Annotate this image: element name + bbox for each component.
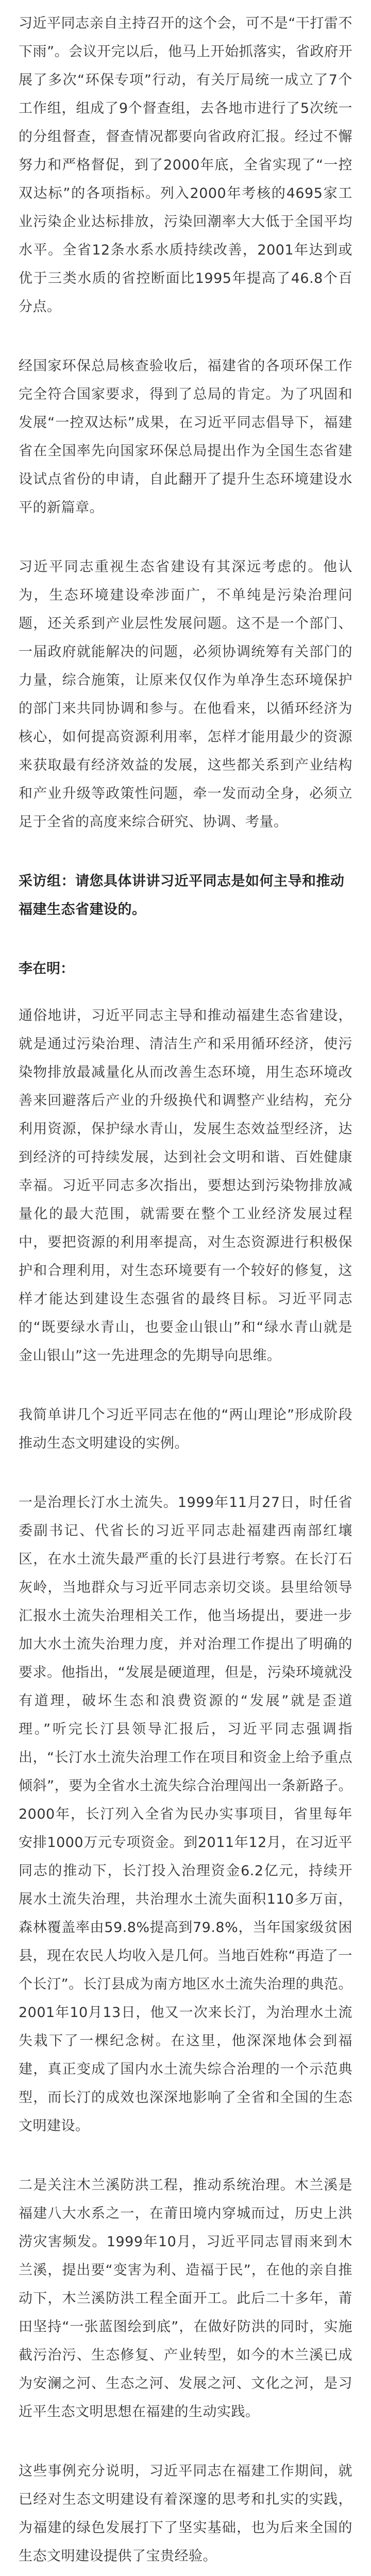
- interviewee-name: 李在明：: [19, 961, 74, 977]
- interview-question: 采访组：请您具体讲讲习近平同志是如何主导和推动福建生态省建设的。: [19, 873, 345, 918]
- article-paragraph-7: 二是关注木兰溪防洪工程，推动系统治理。木兰溪是福建八大水系之一，在莆田境内穿城而过，历史上洪涝灾害频发。1999年10月，习近平同志冒雨来到木兰溪，提出要“变害为利、造福于民”，在他的亲自推动下，木兰溪防洪工程全面开工。此后二十多年，莆田坚持“一张蓝图绘到底”，在做好防洪的同时，实施截污治污、生态修复、产业转型，如今的木兰溪已成为安澜之河、生态之河、发展之河、文化之河，是习近平生态文明思想在福建的生动实践。: [19, 2177, 352, 2420]
- article-paragraph-2: 经国家环保总局核查验收后，福建省的各项环保工作完全符合国家要求，得到了总局的肯定。为了巩固和发展“一控双达标”成果，在习近平同志倡导下，福建省在全国率先向国家环保总局提出作为全国生态省建设试点省份的申请，自此翻开了提升生态环境建设水平的新篇章。: [19, 358, 352, 516]
- article-paragraph-3: 习近平同志重视生态省建设有其深远考虑的。他认为，生态环境建设牵涉面广，不单纯是污染治理问题，还关系到产业层性发展问题。这不是一个部门、一届政府就能解决的问题，必须协调统筹有关部门的力量，综合施策，让原来仅仅作为单净生态环境保护的部门来共同协调和参与。在他看来，以循环经济为核心，如何提高资源利用率，怎样才能用最少的资源来获取最有经济效益的发展，这些都关系到产业结构和产业升级等政策性问题，牵一发而动全身，必须立足于全省的高度来综合研究、协调、考量。: [19, 559, 352, 830]
- article-paragraph-8: 这些事例充分说明，习近平同志在福建工作期间，就已经对生态文明建设有着深邃的思考和扎实的实践，为福建的绿色发展打下了坚实基础，也为后来全国的生态文明建设提供了宝贵经验。: [19, 2463, 352, 2564]
- article-paragraph-5: 我简单讲几个习近平同志在他的“两山理论”形成阶段推动生态文明建设的实例。: [19, 1407, 352, 1451]
- article-paragraph-4: 通俗地讲，习近平同志主导和推动福建生态省建设，就是通过污染治理、清洁生产和采用循环经济，使污染物排放最减量化从而改善生态环境，用生态环境改善来回避落后产业的升级换代和调整产业结构，充分利用资源，保护绿水青山，发展生态效益型经济，达到经济的可持续发展，达到社会文明和谐、百姓健康幸福。习近平同志多次指出，要想达到污染物排放减量化的最大范围，就需要在整个工业经济发展过程中，要把资源的利用率提高，对生态资源进行积极保护和合理利用，对生态环境要有一个较好的修复，这样才能达到建设生态强省的最终目标。习近平同志的“既要绿水青山，也要金山银山”和“绿水青山就是金山银山”这一先进理念的先期导向思维。: [19, 1008, 352, 1364]
- article-paragraph-6: 一是治理长汀水土流失。1999年11月27日，时任省委副书记、代省长的习近平同志赴福建西南部红壤区，在水土流失最严重的长汀县进行考察。在长汀石灰岭，当地群众与习近平同志亲切交谈。县里给领导汇报水土流失治理相关工作，他当场提出，要进一步加大水土流失治理力度，并对治理工作提出了明确的要求。他指出，“发展是硬道理，但是，污染环境就没有道理，破坏生态和浪费资源的“发展”就是歪道理。”听完长汀县领导汇报后，习近平同志强调指出，“长汀水土流失治理工作在项目和资金上给予重点倾斜”，要为全省水土流失综合治理闯出一条新路子。2000年，长汀列入全省为民办实事项目，省里每年安排1000万元专项资金。到2011年12月，在习近平同志的推动下，长汀投入治理资金6.2亿元，持续开展水土流失治理，共治理水土流失面积110多万亩，森林覆盖率由59.8%提高到79.8%，当年国家级贫困县，现在农民人均收入是几何。当地百姓称“再造了一个长汀”。长汀县成为南方地区水土流失治理的典范。2001年10月13日，他又一次来长汀，为治理水土流失栽下了一棵纪念树。在这里，他深深地体会到福建，真正变成了国内水土流失综合治理的一个示范典型，而长汀的成效也深深地影响了全省和全国的生态文明建设。: [19, 1495, 352, 2134]
- article-paragraph-1: 习近平同志亲自主持召开的这个会，可不是“干打雷不下雨”。会议开完以后，他马上开始抓落实，省政府开展了多次“环保专项”行动，有关厅局统一成立了7个工作组，组成了9个督查组，去各地市进行了5次统一的分组督查，督查情况都要向省政府汇报。经过不懈努力和严格督促，到了2000年底，全省实现了“一控双达标”的各项指标。列入2000年考核的4695家工业污染企业达标排放，污染回潮率大大低于全国平均水平。全省12条水系水质持续改善，2001年达到或优于三类水质的省控断面比1995年提高了46.8个百分点。: [19, 15, 352, 315]
